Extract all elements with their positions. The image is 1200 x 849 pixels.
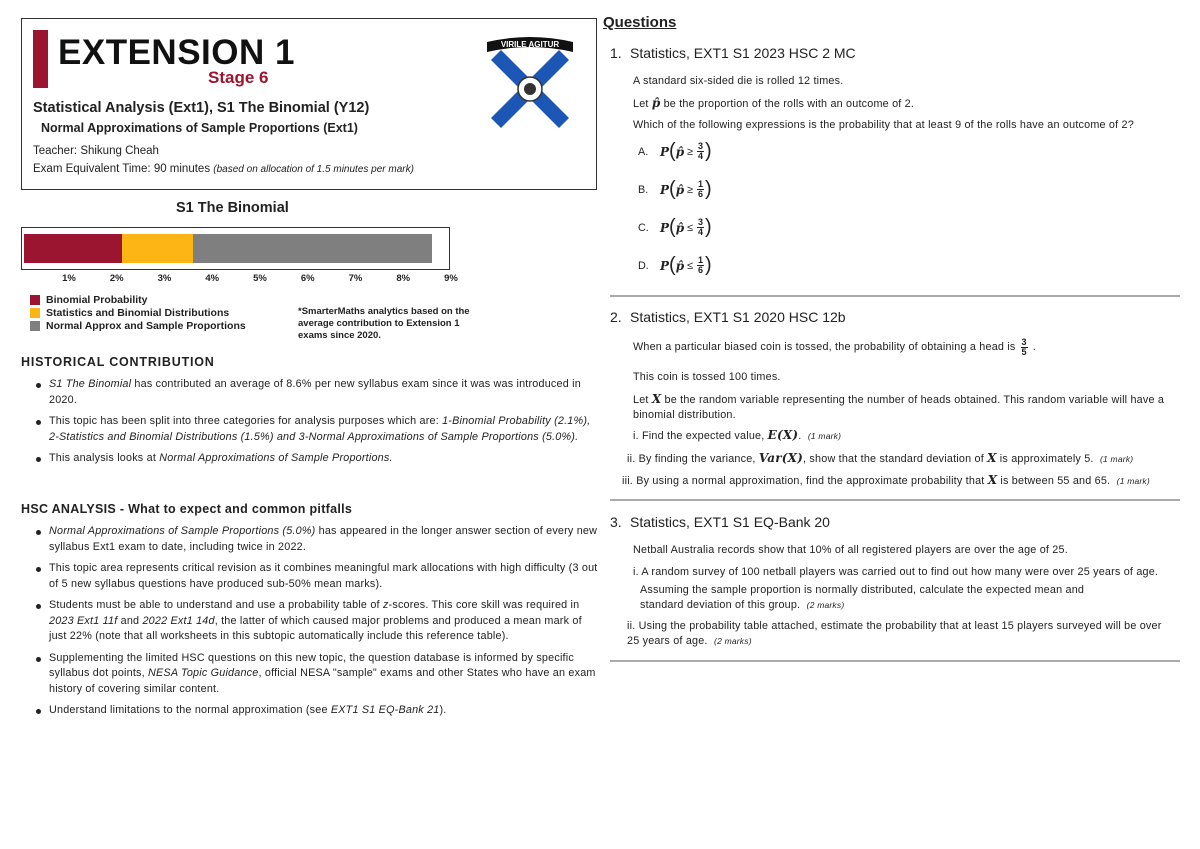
q1-text-2: Let p̂ be the proportion of the rolls with an outcome of 2. xyxy=(633,96,915,110)
legend-item-statistics xyxy=(30,307,229,319)
exam-time-label: Exam Equivalent Time: xyxy=(33,163,151,175)
tick-label: 7% xyxy=(348,273,363,284)
bar-segment-1 xyxy=(24,234,122,263)
stage-label: Stage 6 xyxy=(208,68,269,87)
q1-option-d[interactable]: D. P ( p̂ ≤ $\frac{1}{6}$ ) xyxy=(638,254,712,276)
list-item: Supplementing the limited HSC questions on this new topic, the question database is informed by specific syllabus dot points, NESA Topic Guidance, official NESA "sample" exams and other States who have an exam history of covering similar content. xyxy=(21,651,601,698)
q2-part-i: i. Find the expected value, E(X). (1 mark) xyxy=(633,428,842,442)
question-3-title: 3. Statistics, EXT1 S1 EQ-Bank 20 xyxy=(610,514,830,530)
q3-part-ii: ii. Using the probability table attached, estimate the probability that at least 15 players surveyed will be over 25 years of age. (2 marks) xyxy=(627,620,1162,647)
q1-option-b[interactable]: B. P ( p̂ ≥ $\frac{1}{6}$ ) xyxy=(638,178,712,200)
hsc-heading: HSC ANALYSIS - What to expect and common pitfalls xyxy=(21,502,353,516)
list-item: Students must be able to understand and use a probability table of z-scores. This core skill was required in 2023 Ext1 11f and 2022 Ext1 14d, the latter of which caused major problems and produced a mean mark of just 22% (note that all worksheets in this subtopic automatically include this reference table). xyxy=(21,598,601,645)
tick-label: 3% xyxy=(157,273,172,284)
header-accent-bar xyxy=(33,30,48,88)
legend-label: Binomial Probability xyxy=(46,294,148,306)
q1-text-3: Which of the following expressions is the probability that at least 9 of the rolls have an outcome of 2? xyxy=(633,119,1134,131)
list-item: This topic has been split into three categories for analysis purposes which are: 1-Binomial Probability (2.1%), 2-Statistics and Binomial Distributions (1.5%) and 3-Normal Approximations of Sample Proportions (5.0%). xyxy=(21,414,601,445)
crest-motto: VIRILE AGITUR xyxy=(500,40,560,49)
q3-part-i-detail: Assuming the sample proportion is normally distributed, calculate the expected mean and standard deviation of this group. (2 marks) xyxy=(640,584,1085,611)
exam-time-line xyxy=(33,163,414,175)
legend-swatch xyxy=(30,295,40,305)
historical-heading: HISTORICAL CONTRIBUTION xyxy=(21,355,215,369)
teacher-name: Shikung Cheah xyxy=(80,145,159,157)
teacher-label: Teacher: xyxy=(33,145,78,157)
divider xyxy=(610,295,1180,297)
q3-part-i: i. A random survey of 100 netball players was carried out to find out how many were over 25 years of age. xyxy=(633,566,1159,578)
bar-segment-2 xyxy=(122,234,194,263)
divider xyxy=(610,660,1180,662)
chart-title: S1 The Binomial xyxy=(176,200,289,216)
q3-text-1: Netball Australia records show that 10% of all registered players are over the age of 25. xyxy=(633,544,1068,556)
exam-time-value: 90 minutes xyxy=(153,163,211,175)
q2-text-2: This coin is tossed 100 times. xyxy=(633,371,781,383)
list-item: This analysis looks at Normal Approximations of Sample Proportions. xyxy=(21,451,601,467)
tick-label: 5% xyxy=(253,273,267,284)
question-1-title: 1. Statistics, EXT1 S1 2023 HSC 2 MC xyxy=(610,45,856,61)
legend-swatch xyxy=(30,321,40,331)
legend-swatch xyxy=(30,308,40,318)
bar-segment-3 xyxy=(193,234,432,263)
page-title: EXTENSION 1 xyxy=(58,33,295,72)
tick-label: 4% xyxy=(205,273,220,284)
q2-text-3: Let X be the random variable representing the number of heads obtained. This random variable will have a binomial distribution. xyxy=(633,392,1165,421)
q1-text-1: A standard six-sided die is rolled 12 times. xyxy=(633,75,844,87)
teacher-line xyxy=(33,145,159,157)
legend-item-normal-approx xyxy=(30,320,246,332)
list-item: S1 The Binomial has contributed an average of 8.6% per new syllabus exam since it was was introduced in 2020. xyxy=(21,377,601,408)
chart-note: *SmarterMaths analytics based on the average contribution to Extension 1 exams since 2020. xyxy=(298,306,470,341)
school-crest-icon xyxy=(483,30,577,142)
legend-label: Normal Approx and Sample Proportions xyxy=(46,320,246,332)
list-item: Normal Approximations of Sample Proportions (5.0%) has appeared in the longer answer section of every new syllabus Ext1 exam to date, including twice in 2022. xyxy=(21,524,601,555)
tick-label: 9% xyxy=(444,273,458,284)
tick-label: 6% xyxy=(300,273,315,284)
q2-text-1: When a particular biased coin is tossed, the probability of obtaining a head is $\frac{3}{5}$ . xyxy=(633,337,1036,357)
legend-item-binomial xyxy=(30,294,148,306)
hsc-list xyxy=(21,524,601,725)
q2-part-iii: iii. By using a normal approximation, find the approximate probability that X is between 55 and 65. (1 mark) xyxy=(622,473,1150,487)
questions-heading: Questions xyxy=(603,14,677,31)
tick-label: 8% xyxy=(396,273,411,284)
tick-label: 2% xyxy=(109,273,124,284)
divider xyxy=(610,499,1180,501)
exam-time-note: (based on allocation of 1.5 minutes per mark) xyxy=(213,164,414,175)
historical-list xyxy=(21,377,601,473)
q1-option-c[interactable]: C. P ( p̂ ≤ $\frac{3}{4}$ ) xyxy=(638,216,712,238)
topic-title: Statistical Analysis (Ext1), S1 The Binomial (Y12) xyxy=(33,100,370,116)
q1-option-a[interactable]: A. P ( p̂ ≥ $\frac{3}{4}$ ) xyxy=(638,140,712,162)
question-2-title: 2. Statistics, EXT1 S1 2020 HSC 12b xyxy=(610,309,846,325)
list-item: This topic area represents critical revision as it combines meaningful mark allocations with high difficulty (3 out of 5 new syllabus questions have produced sub-50% mean marks). xyxy=(21,561,601,592)
tick-label: 1% xyxy=(62,273,76,284)
legend-label: Statistics and Binomial Distributions xyxy=(46,307,230,319)
list-item: Understand limitations to the normal approximation (see EXT1 S1 EQ-Bank 21). xyxy=(21,703,601,719)
q2-part-ii: ii. By finding the variance, Var(X), show that the standard deviation of X is approximately 5. (1 mark) xyxy=(627,451,1134,465)
subtopic-title: Normal Approximations of Sample Proportions (Ext1) xyxy=(41,121,358,135)
